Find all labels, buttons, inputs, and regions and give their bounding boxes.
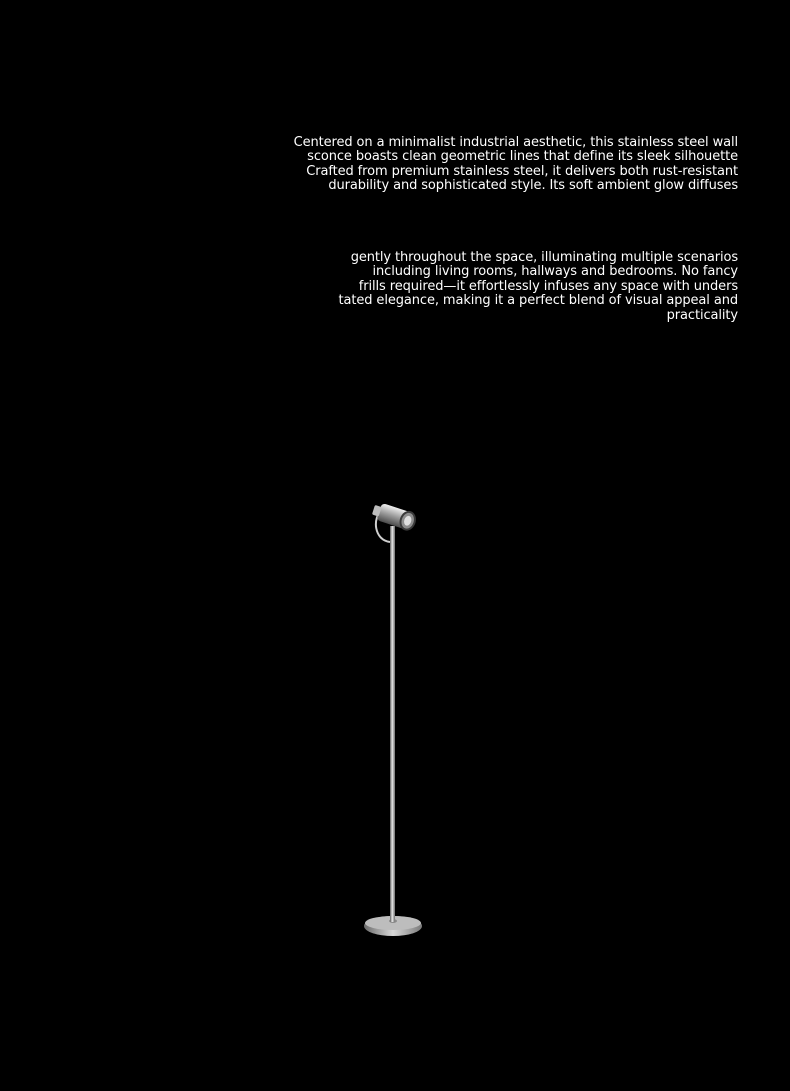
description-line: sconce boasts clean geometric lines that define its sleek silhouette bbox=[307, 149, 738, 165]
description-paragraph-2 bbox=[338, 251, 738, 323]
description-line: Crafted from premium stainless steel, it delivers both rust-resistant bbox=[306, 163, 738, 179]
description-line: including living rooms, hallways and bedrooms. No fancy bbox=[372, 264, 738, 280]
description-line: tated elegance, making it a perfect blend of visual appeal and bbox=[338, 293, 738, 309]
description-paragraph-1 bbox=[294, 136, 738, 194]
lamp-pole bbox=[390, 526, 395, 922]
description-line: practicality bbox=[666, 307, 738, 323]
description-line: Centered on a minimalist industrial aesthetic, this stainless steel wall bbox=[293, 135, 738, 150]
description-line: durability and sophisticated style. Its soft ambient glow diffuses bbox=[328, 178, 738, 194]
floor-lamp-icon bbox=[352, 496, 436, 942]
description-line: frills required—it effortlessly infuses any space with unders bbox=[358, 278, 738, 294]
description-line: gently throughout the space, illuminating multiple scenarios bbox=[350, 250, 738, 265]
